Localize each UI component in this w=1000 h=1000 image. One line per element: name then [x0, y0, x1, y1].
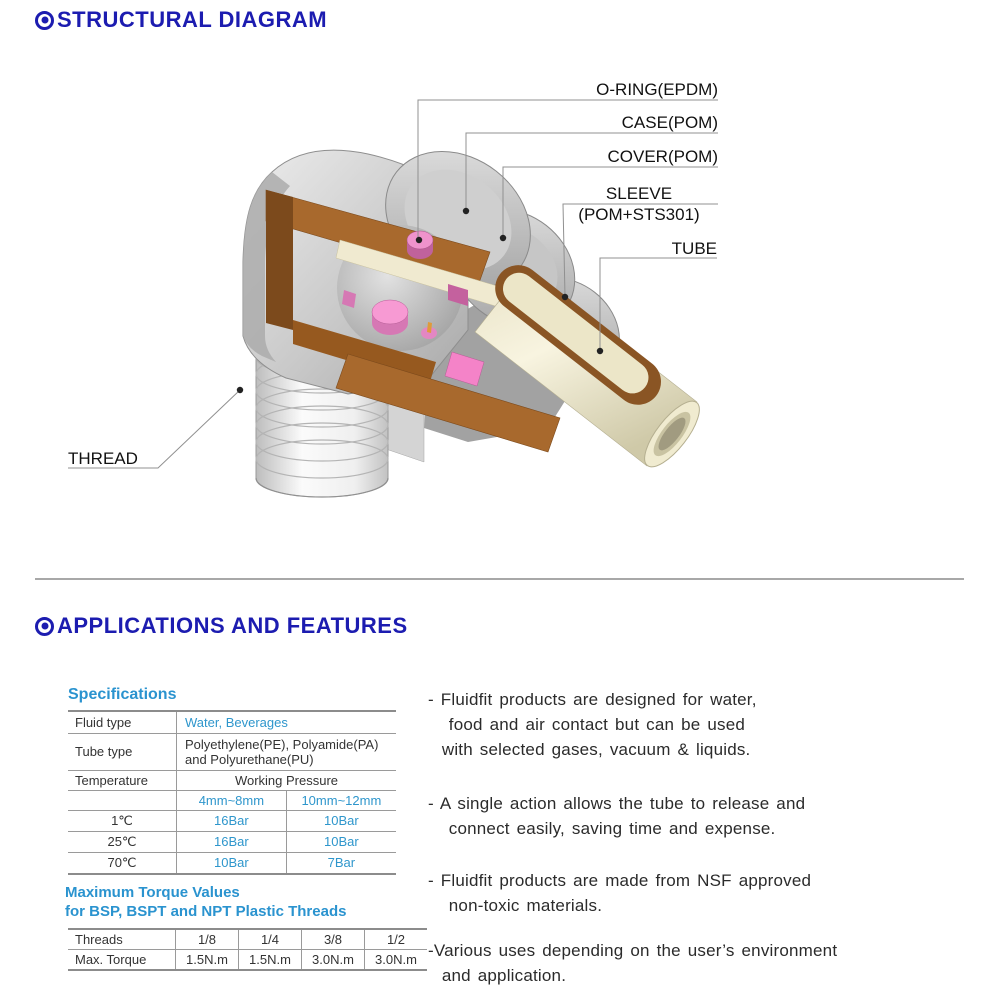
label-oring: O-RING(EPDM) — [596, 80, 718, 99]
thread-size: 1/8 — [176, 929, 239, 950]
torque-value: 3.0N.m — [365, 950, 428, 971]
feature-line: - Fluidfit products are made from NSF approved — [428, 871, 812, 890]
spec-value: Water, Beverages — [185, 714, 288, 730]
feature-line: - Fluidfit products are designed for water, — [428, 690, 757, 709]
pressure-cell: 7Bar — [286, 852, 396, 874]
thread-size: 3/8 — [302, 929, 365, 950]
label-sleeve-name: SLEEVE — [605, 184, 673, 203]
label-tube: TUBE — [671, 239, 717, 258]
temp-cell: 70℃ — [68, 852, 177, 874]
specifications-title: Specifications — [68, 686, 177, 703]
feature-line: - A single action allows the tube to release and — [428, 794, 806, 813]
pressure-cell: 10Bar — [214, 855, 249, 870]
applications-title: APPLICATIONS AND FEATURES — [57, 613, 408, 638]
specifications-table — [68, 710, 396, 875]
feature-line: -Various uses depending on the user’s environment — [428, 941, 838, 960]
feature-item — [428, 791, 805, 841]
applications-heading — [35, 613, 408, 639]
spec-label: Temperature — [68, 770, 177, 790]
torque-value: 1.5N.m — [176, 950, 239, 971]
pressure-cell: 10Bar — [286, 810, 396, 831]
spec-label: Fluid type — [68, 711, 177, 733]
label-case: CASE(POM) — [621, 113, 718, 132]
temp-cell: 25℃ — [68, 831, 177, 852]
temp-cell: 1℃ — [68, 810, 177, 831]
structural-diagram-title: STRUCTURAL DIAGRAM — [57, 7, 328, 32]
feature-line: food and air contact but can be used — [428, 715, 745, 734]
feature-item — [428, 868, 811, 918]
spec-row-fluid — [68, 711, 396, 733]
torque-table — [68, 928, 427, 971]
torque-row-label: Max. Torque — [75, 952, 147, 967]
torque-title-line2: for BSP, BSPT and NPT Plastic Threads — [65, 903, 347, 920]
torque-title-line1: Maximum Torque Values — [65, 884, 240, 901]
torque-title — [65, 883, 346, 921]
feature-item — [428, 938, 837, 988]
spec-row-pressure — [68, 852, 396, 874]
thread-size: 1/4 — [239, 929, 302, 950]
torque-value: 3.0N.m — [302, 950, 365, 971]
label-sleeve — [560, 183, 718, 225]
torque-value-row — [68, 950, 427, 971]
label-cover: COVER(POM) — [607, 147, 718, 166]
label-sleeve-material: (POM+STS301) — [578, 205, 700, 224]
torque-value: 1.5N.m — [239, 950, 302, 971]
spec-value: Working Pressure — [234, 772, 339, 788]
spec-row-pressure — [68, 831, 396, 852]
spec-label: Tube type — [68, 733, 177, 770]
size-column: 10mm~12mm — [286, 790, 396, 810]
feature-line: with selected gases, vacuum & liquids. — [428, 740, 751, 759]
section-divider — [35, 578, 964, 580]
pressure-cell: 16Bar — [214, 834, 249, 849]
pressure-cell: 10Bar — [286, 831, 396, 852]
label-thread: THREAD — [68, 449, 138, 468]
spec-row-tube — [68, 733, 396, 770]
feature-item — [428, 687, 757, 762]
feature-line: connect easily, saving time and expense. — [428, 819, 776, 838]
feature-line: and application. — [428, 966, 567, 985]
size-column: 4mm~8mm — [198, 792, 265, 808]
circled-dot-icon — [35, 617, 54, 636]
feature-line: non-toxic materials. — [428, 896, 603, 915]
spec-row-pressure — [68, 810, 396, 831]
spec-row-sizes — [68, 790, 396, 810]
spec-value: Polyethylene(PE), Polyamide(PA) and Polyurethane(PU) — [185, 736, 379, 767]
pressure-cell: 16Bar — [214, 813, 249, 828]
torque-header: Threads — [75, 932, 123, 947]
torque-header-row — [68, 929, 427, 950]
spec-row-temperature — [68, 770, 396, 790]
thread-size: 1/2 — [365, 929, 428, 950]
